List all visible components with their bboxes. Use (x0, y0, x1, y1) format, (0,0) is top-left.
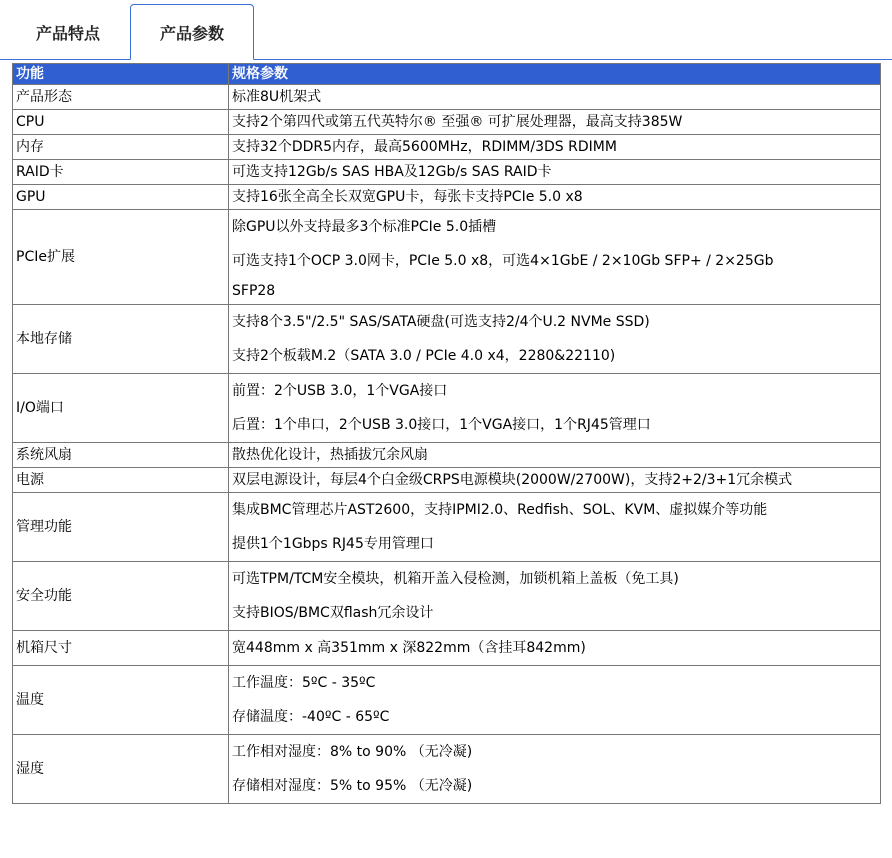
table-row (13, 562, 881, 631)
table-row (13, 85, 881, 110)
row-feature: GPU (13, 185, 229, 210)
row-feature: 本地存储 (13, 305, 229, 374)
row-value (229, 493, 881, 562)
row-value-line: 提供1个1Gbps RJ45专用管理口 (232, 536, 434, 552)
row-value-line: 工作相对湿度：8% to 90% （无冷凝) (232, 744, 473, 760)
row-feature: PCIe扩展 (13, 210, 229, 305)
row-value-line: 支持BIOS/BMC双flash冗余设计 (232, 605, 434, 621)
table-row (13, 210, 881, 305)
spec-table (12, 63, 881, 804)
row-feature: CPU (13, 110, 229, 135)
row-value-line: 支持2个板载M.2（SATA 3.0 / PCIe 4.0 x4，2280&22110) (232, 348, 616, 364)
row-value-line: 后置：1个串口，2个USB 3.0接口，1个VGA接口，1个RJ45管理口 (232, 417, 651, 433)
row-feature: RAID卡 (13, 160, 229, 185)
row-value-line: 可选TPM/TCM安全模块，机箱开盖入侵检测，加锁机箱上盖板（免工具) (232, 571, 679, 587)
row-value: 支持2个第四代或第五代英特尔® 至强® 可扩展处理器，最高支持385W (229, 110, 881, 135)
tab-product-features[interactable]: 产品特点 (35, 23, 100, 43)
tab-product-specs[interactable]: 产品参数 (130, 4, 254, 60)
table-row (13, 735, 881, 804)
tab-bar (0, 0, 892, 61)
table-row (13, 374, 881, 443)
table-row (13, 160, 881, 185)
row-value: 双层电源设计，每层4个白金级CRPS电源模块(2000W/2700W)，支持2+2/3+1冗余模式 (229, 468, 881, 493)
row-value-line: 除GPU以外支持最多3个标准PCIe 5.0插槽 (232, 219, 497, 235)
row-value-line: 前置：2个USB 3.0，1个VGA接口 (232, 383, 448, 399)
row-value (229, 735, 881, 804)
row-value (229, 210, 881, 305)
row-value-line: 支持8个3.5"/2.5" SAS/SATA硬盘(可选支持2/4个U.2 NVMe SSD) (232, 314, 650, 330)
row-feature: 温度 (13, 666, 229, 735)
table-row (13, 185, 881, 210)
table-row (13, 666, 881, 735)
row-value-line: 集成BMC管理芯片AST2600，支持IPMI2.0、Redfish、SOL、KVM、虚拟媒介等功能 (232, 502, 768, 518)
row-feature: I/O端口 (13, 374, 229, 443)
header-feature: 功能 (13, 64, 229, 85)
spec-table-header-row (13, 64, 881, 85)
table-row (13, 468, 881, 493)
table-row (13, 305, 881, 374)
row-value-line: SFP28 (232, 283, 276, 299)
row-feature: 机箱尺寸 (13, 631, 229, 666)
row-value (229, 305, 881, 374)
row-value (229, 666, 881, 735)
row-feature: 电源 (13, 468, 229, 493)
row-feature: 管理功能 (13, 493, 229, 562)
row-value: 标准8U机架式 (229, 85, 881, 110)
table-row (13, 493, 881, 562)
row-value-line: 可选支持1个OCP 3.0网卡，PCIe 5.0 x8，可选4×1GbE / 2×10Gb SFP+ / 2×25Gb (232, 253, 774, 269)
row-value (229, 562, 881, 631)
table-row (13, 631, 881, 666)
row-value-line: 工作温度：5ºC - 35ºC (232, 675, 376, 691)
row-feature: 内存 (13, 135, 229, 160)
table-row (13, 443, 881, 468)
table-row (13, 135, 881, 160)
row-value: 支持16张全高全长双宽GPU卡，每张卡支持PCIe 5.0 x8 (229, 185, 881, 210)
header-spec: 规格参数 (229, 64, 881, 85)
row-value: 散热优化设计，热插拔冗余风扇 (229, 443, 881, 468)
row-feature: 产品形态 (13, 85, 229, 110)
row-feature: 安全功能 (13, 562, 229, 631)
row-value: 支持32个DDR5内存，最高5600MHz，RDIMM/3DS RDIMM (229, 135, 881, 160)
table-row (13, 110, 881, 135)
row-value: 可选支持12Gb/s SAS HBA及12Gb/s SAS RAID卡 (229, 160, 881, 185)
row-value-line: 存储温度：-40ºC - 65ºC (232, 709, 390, 725)
row-feature: 系统风扇 (13, 443, 229, 468)
row-value (229, 631, 881, 666)
row-value-line: 存储相对湿度：5% to 95% （无冷凝) (232, 778, 473, 794)
row-value-line: 宽448mm x 高351mm x 深822mm（含挂耳842mm) (232, 640, 586, 656)
row-value (229, 374, 881, 443)
row-feature: 湿度 (13, 735, 229, 804)
